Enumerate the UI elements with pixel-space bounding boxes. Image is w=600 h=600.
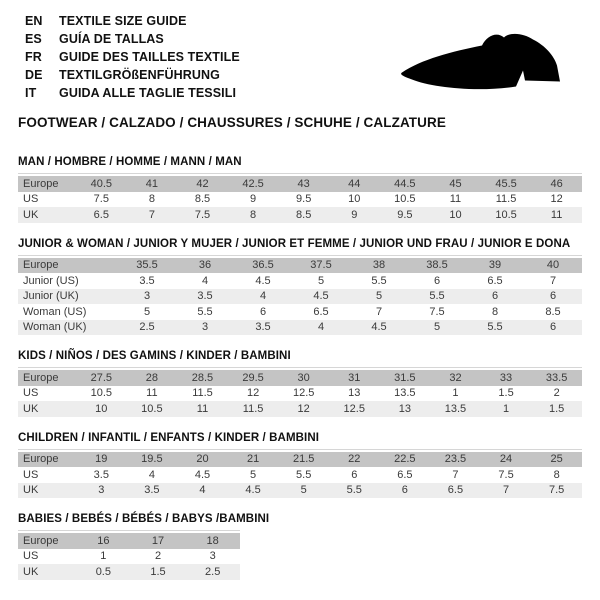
table-row bbox=[18, 467, 582, 483]
size-cell: 44.5 bbox=[394, 177, 416, 190]
row-label: US bbox=[23, 193, 39, 206]
size-cell: 4.5 bbox=[313, 290, 329, 303]
size-cell: 10.5 bbox=[495, 208, 517, 221]
language-item bbox=[25, 48, 240, 66]
language-item bbox=[25, 84, 240, 102]
size-cell: 7.5 bbox=[498, 468, 514, 481]
size-cell: 4 bbox=[259, 290, 267, 303]
size-cell: 38 bbox=[372, 259, 386, 272]
size-table bbox=[18, 449, 582, 499]
size-cell: 7.5 bbox=[429, 305, 445, 318]
size-cell: 10 bbox=[348, 193, 361, 206]
size-cell: 6 bbox=[259, 305, 267, 318]
size-cell: 4.5 bbox=[371, 321, 387, 334]
size-cell: 6.5 bbox=[487, 274, 503, 287]
size-cell: 17 bbox=[151, 534, 165, 547]
size-cell: 6.5 bbox=[397, 468, 413, 481]
size-cell: 12.5 bbox=[343, 402, 365, 415]
size-cell: 16 bbox=[97, 534, 110, 547]
size-cell: 1 bbox=[100, 550, 107, 563]
size-table bbox=[18, 367, 582, 417]
size-cell: 8.5 bbox=[545, 305, 561, 318]
size-cell: 5 bbox=[433, 321, 441, 334]
size-cell: 43 bbox=[297, 177, 310, 190]
size-cell: 4 bbox=[148, 468, 155, 481]
size-cell: 1.5 bbox=[548, 402, 565, 415]
table-row bbox=[18, 258, 582, 274]
size-cell: 44 bbox=[348, 177, 361, 190]
language-code: DE bbox=[25, 68, 43, 82]
table-row bbox=[18, 207, 582, 223]
size-cell: 10.5 bbox=[90, 387, 112, 400]
size-cell: 12 bbox=[246, 387, 260, 400]
size-cell: 6.5 bbox=[93, 208, 109, 221]
size-cell: 8 bbox=[491, 305, 499, 318]
size-cell: 11 bbox=[449, 193, 462, 206]
size-cell: 32 bbox=[449, 371, 462, 384]
page-header bbox=[0, 0, 600, 108]
size-cell: 4.5 bbox=[255, 274, 271, 287]
size-cell: 29.5 bbox=[242, 371, 264, 384]
size-cell: 7 bbox=[375, 305, 383, 318]
language-item bbox=[25, 66, 240, 84]
size-cell: 35.5 bbox=[136, 259, 158, 272]
size-cell: 1.5 bbox=[150, 565, 166, 578]
table-title: MAN / HOMBRE / HOMME / MANN / MAN bbox=[18, 156, 242, 168]
size-cell: 18 bbox=[206, 534, 219, 547]
size-cell: 13.5 bbox=[394, 387, 416, 400]
language-code: FR bbox=[25, 50, 42, 64]
row-label: Europe bbox=[23, 259, 59, 272]
table-title: KIDS / NIÑOS / DES GAMINS / KINDER / BAMBINI bbox=[18, 350, 291, 362]
size-cell: 28 bbox=[145, 371, 159, 384]
size-cell: 19 bbox=[95, 453, 108, 466]
size-cell: 9 bbox=[351, 208, 358, 221]
size-cell: 41 bbox=[145, 177, 159, 190]
size-cell: 6 bbox=[433, 274, 441, 287]
table-row bbox=[18, 564, 240, 580]
size-cell: 3 bbox=[209, 550, 216, 563]
size-cell: 42.5 bbox=[242, 177, 264, 190]
language-code: ES bbox=[25, 32, 42, 46]
language-label: TEXTILGRÖßENFÜHRUNG bbox=[59, 68, 220, 82]
size-cell: 38.5 bbox=[426, 259, 448, 272]
size-cell: 28.5 bbox=[191, 371, 214, 384]
size-cell: 31 bbox=[348, 371, 361, 384]
size-cell: 6 bbox=[491, 290, 499, 303]
size-cell: 45 bbox=[449, 177, 462, 190]
size-cell: 11.5 bbox=[192, 387, 213, 400]
size-cell: 1 bbox=[452, 387, 459, 400]
size-cell: 40 bbox=[546, 259, 560, 272]
language-code: EN bbox=[25, 14, 43, 28]
row-label: Europe bbox=[23, 534, 59, 547]
size-cell: 6 bbox=[549, 290, 557, 303]
row-label: Woman (UK) bbox=[23, 321, 87, 334]
size-cell: 11.5 bbox=[242, 402, 264, 415]
size-cell: 3.5 bbox=[197, 290, 213, 303]
size-cell: 3 bbox=[98, 484, 105, 497]
size-cell: 7 bbox=[148, 208, 155, 221]
size-cell: 3.5 bbox=[144, 484, 160, 497]
size-cell: 4 bbox=[317, 321, 325, 334]
table-row bbox=[18, 533, 240, 549]
size-cell: 30 bbox=[297, 371, 310, 384]
size-cell: 5.5 bbox=[197, 305, 213, 318]
size-cell: 12 bbox=[550, 193, 563, 206]
size-cell: 10.5 bbox=[141, 402, 163, 415]
table-title: JUNIOR & WOMAN / JUNIOR Y MUJER / JUNIOR ET FEMME / JUNIOR UND FRAU / JUNIOR E DONA bbox=[18, 237, 571, 250]
size-cell: 8 bbox=[148, 193, 155, 206]
size-cell: 6 bbox=[549, 321, 557, 334]
size-section bbox=[0, 513, 600, 580]
size-cell: 3.5 bbox=[255, 321, 271, 334]
size-cell: 4 bbox=[199, 484, 206, 497]
language-list bbox=[25, 12, 240, 102]
size-cell: 31.5 bbox=[394, 371, 416, 384]
size-cell: 5 bbox=[300, 484, 307, 497]
size-cell: 13 bbox=[348, 387, 361, 400]
size-cell: 24 bbox=[499, 453, 513, 466]
row-label: US bbox=[23, 387, 39, 400]
language-label: GUÍA DE TALLAS bbox=[59, 32, 164, 46]
size-cell: 1 bbox=[502, 402, 510, 415]
size-cell: 5.5 bbox=[296, 468, 312, 481]
row-label: US bbox=[23, 468, 39, 481]
size-table bbox=[18, 530, 240, 580]
size-cell: 3.5 bbox=[93, 468, 109, 481]
language-item bbox=[25, 30, 240, 48]
size-cell: 6.5 bbox=[313, 305, 329, 318]
size-cell: 7.5 bbox=[194, 208, 211, 221]
size-cell: 13 bbox=[398, 402, 411, 415]
size-cell: 27.5 bbox=[90, 371, 112, 384]
size-cell: 5.5 bbox=[346, 484, 362, 497]
size-cell: 1.5 bbox=[498, 387, 514, 400]
table-row bbox=[18, 370, 582, 386]
size-cell: 6 bbox=[351, 468, 358, 481]
size-cell: 5 bbox=[143, 305, 151, 318]
table-row bbox=[18, 304, 582, 320]
size-section bbox=[0, 156, 600, 223]
size-table bbox=[18, 173, 582, 223]
size-cell: 12 bbox=[297, 402, 310, 415]
size-cell: 6 bbox=[401, 484, 408, 497]
size-cell: 3 bbox=[201, 321, 209, 334]
table-title: CHILDREN / INFANTIL / ENFANTS / KINDER / BAMBINI bbox=[18, 431, 320, 444]
size-cell: 11.5 bbox=[495, 193, 517, 206]
row-label: UK bbox=[23, 208, 39, 221]
size-cell: 4 bbox=[201, 274, 209, 287]
size-cell: 21.5 bbox=[292, 453, 315, 466]
size-cell: 45.5 bbox=[495, 177, 517, 190]
size-cell: 39 bbox=[488, 259, 502, 272]
size-cell: 2.5 bbox=[205, 565, 221, 578]
size-cell: 33.5 bbox=[545, 371, 568, 384]
size-cell: 22 bbox=[348, 453, 361, 466]
table-row bbox=[18, 320, 582, 336]
size-cell: 8 bbox=[553, 468, 560, 481]
size-cell: 0.5 bbox=[95, 565, 111, 578]
size-cell: 10 bbox=[95, 402, 108, 415]
size-cell: 2 bbox=[154, 550, 162, 563]
language-code: IT bbox=[25, 86, 37, 100]
size-cell: 21 bbox=[246, 453, 260, 466]
size-cell: 3.5 bbox=[139, 274, 155, 287]
row-label: UK bbox=[23, 484, 39, 497]
size-cell: 9.5 bbox=[296, 193, 312, 206]
table-title: BABIES / BEBÉS / BÉBÉS / BABYS /BAMBINI bbox=[18, 513, 270, 525]
table-row bbox=[18, 452, 582, 468]
size-cell: 10.5 bbox=[394, 193, 416, 206]
size-cell: 3 bbox=[143, 290, 151, 303]
size-cell: 42 bbox=[196, 177, 209, 190]
row-label: Europe bbox=[23, 453, 59, 466]
size-cell: 23.5 bbox=[444, 453, 467, 466]
size-cell: 2.5 bbox=[139, 321, 155, 334]
size-cell: 46 bbox=[550, 177, 563, 190]
category-title: FOOTWEAR / CALZADO / CHAUSSURES / SCHUHE / CALZATURE bbox=[18, 115, 446, 130]
size-cell: 7.5 bbox=[548, 484, 565, 497]
size-cell: 5 bbox=[375, 290, 383, 303]
size-cell: 4.5 bbox=[245, 484, 261, 497]
row-label: Europe bbox=[23, 177, 59, 190]
size-cell: 7.5 bbox=[93, 193, 109, 206]
size-cell: 6.5 bbox=[447, 484, 464, 497]
size-cell: 8.5 bbox=[296, 208, 312, 221]
size-section bbox=[0, 350, 600, 417]
row-label: UK bbox=[23, 402, 39, 415]
size-cell: 5.5 bbox=[371, 274, 387, 287]
row-label: Junior (US) bbox=[23, 274, 79, 287]
size-cell: 19.5 bbox=[141, 453, 163, 466]
size-cell: 36 bbox=[198, 259, 212, 272]
size-tables bbox=[0, 156, 600, 580]
size-section bbox=[0, 432, 600, 499]
table-row bbox=[18, 549, 240, 565]
size-cell: 11 bbox=[550, 208, 563, 221]
size-cell: 11 bbox=[146, 387, 158, 400]
size-cell: 40.5 bbox=[90, 177, 112, 190]
size-cell: 36.5 bbox=[252, 259, 274, 272]
table-row bbox=[18, 273, 582, 289]
dress-shoe-icon bbox=[397, 24, 572, 100]
row-label: US bbox=[23, 550, 39, 563]
size-cell: 7 bbox=[452, 468, 459, 481]
table-row bbox=[18, 192, 582, 208]
table-row bbox=[18, 386, 582, 402]
table-row bbox=[18, 483, 582, 499]
size-cell: 10 bbox=[449, 208, 462, 221]
language-label: GUIDE DES TAILLES TEXTILE bbox=[59, 50, 240, 64]
size-cell: 7 bbox=[549, 274, 557, 287]
language-label: TEXTILE SIZE GUIDE bbox=[59, 14, 187, 28]
size-cell: 25 bbox=[550, 453, 563, 466]
table-row bbox=[18, 176, 582, 192]
size-cell: 8.5 bbox=[194, 193, 211, 206]
size-cell: 7 bbox=[502, 484, 510, 497]
size-cell: 8 bbox=[250, 208, 257, 221]
language-label: GUIDA ALLE TAGLIE TESSILI bbox=[59, 86, 237, 100]
row-label: Junior (UK) bbox=[23, 290, 79, 303]
size-cell: 5 bbox=[250, 468, 257, 481]
language-item bbox=[25, 12, 240, 30]
size-cell: 11 bbox=[196, 402, 209, 415]
size-cell: 5.5 bbox=[487, 321, 503, 334]
row-label: Europe bbox=[23, 371, 59, 384]
size-cell: 4.5 bbox=[194, 468, 211, 481]
size-cell: 5 bbox=[317, 274, 325, 287]
size-cell: 13.5 bbox=[444, 402, 467, 415]
size-cell: 37.5 bbox=[310, 259, 332, 272]
row-label: Woman (US) bbox=[23, 305, 87, 318]
size-cell: 9 bbox=[250, 193, 257, 206]
row-label: UK bbox=[23, 565, 39, 578]
size-section bbox=[0, 238, 600, 336]
size-cell: 20 bbox=[196, 453, 209, 466]
size-cell: 5.5 bbox=[429, 290, 445, 303]
size-cell: 12.5 bbox=[292, 387, 315, 400]
size-cell: 22.5 bbox=[394, 453, 416, 466]
size-cell: 2 bbox=[553, 387, 560, 400]
size-cell: 9.5 bbox=[397, 208, 413, 221]
size-cell: 33 bbox=[499, 371, 513, 384]
table-row bbox=[18, 401, 582, 417]
table-row bbox=[18, 289, 582, 305]
size-table bbox=[18, 255, 582, 336]
